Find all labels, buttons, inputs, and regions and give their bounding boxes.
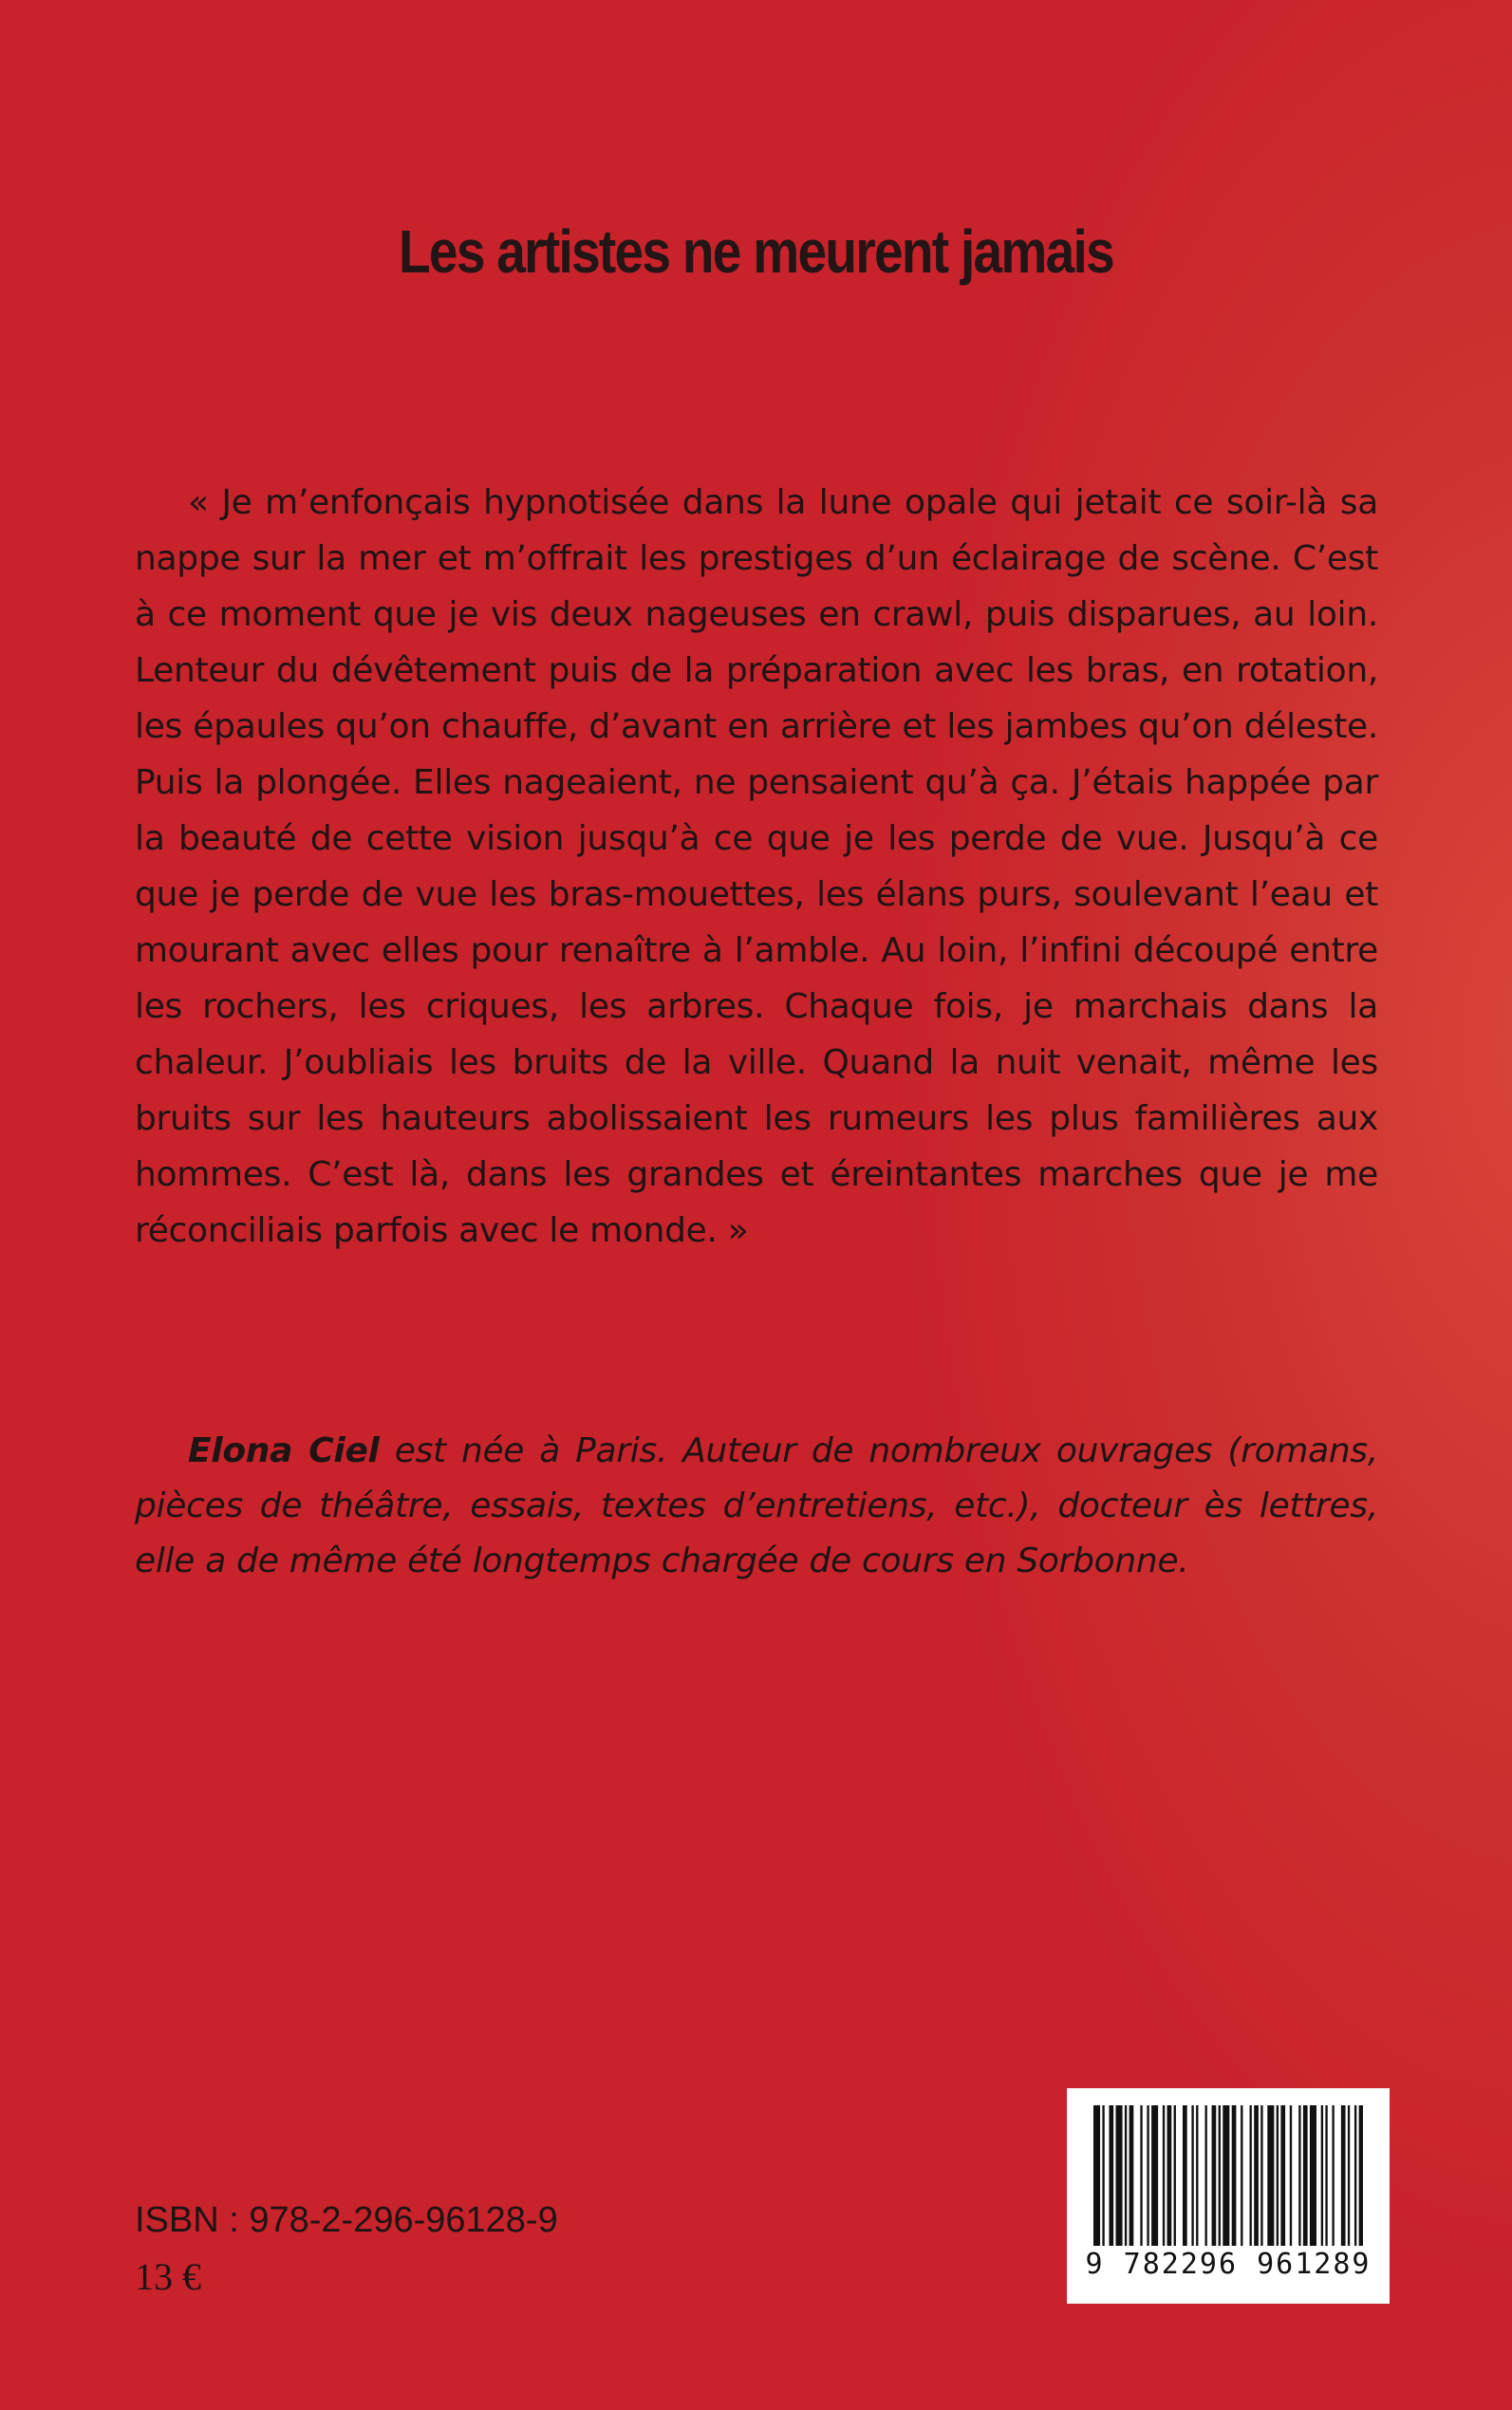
price-label: 13 € bbox=[135, 2255, 201, 2298]
barcode-bars-icon bbox=[1093, 2105, 1363, 2246]
author-bio bbox=[135, 1424, 1378, 1589]
isbn-label: ISBN : 978-2-296-96128-9 bbox=[135, 2200, 558, 2240]
author-bio-text: est née à Paris. Auteur de nombreux ouvrages (romans, pièces de théâtre, essais, textes d’entretiens, etc.), docteur ès lettres, elle a de même été longtemps chargée de cours en Sorbonne. bbox=[135, 1431, 1378, 1580]
book-title: Les artistes ne meurent jamais bbox=[399, 217, 1113, 286]
author-name: Elona Ciel bbox=[188, 1431, 380, 1470]
barcode-digits: 9 782296 961289 bbox=[1085, 2248, 1372, 2281]
back-cover-quote: « Je m’enfonçais hypnotisée dans la lune opale qui jetait ce soir-là sa nappe sur la mer et m’offrait les prestiges d’un éclairage de scène. C’est à ce moment que je vis deux nageuses en crawl, puis disparues, au loin. Lenteur du dévêtement puis de la préparation avec les bras, en rotation, les épaules qu’on chauffe, d’avant en arrière et les jambes qu’on déleste. Puis la plongée. Elles nageaient, ne pensaient qu’à ça. J’étais happée par la beauté de cette vision jusqu’à ce que je les perde de vue. Jusqu’à ce que je perde de vue les bras-mouettes, les élans purs, soulevant l’eau et mourant avec elles pour renaître à l’amble. Au loin, l’infini découpé entre les rochers, les criques, les arbres. Chaque fois, je marchais dans la chaleur. J’oubliais les bruits de la ville. Quand la nuit venait, même les bruits sur les hauteurs abolissaient les rumeurs les plus familières aux hommes. C’est là, dans les grandes et éreintantes marches que je me réconciliais parfois avec le monde. » bbox=[135, 483, 1378, 1250]
barcode bbox=[1067, 2088, 1390, 2304]
